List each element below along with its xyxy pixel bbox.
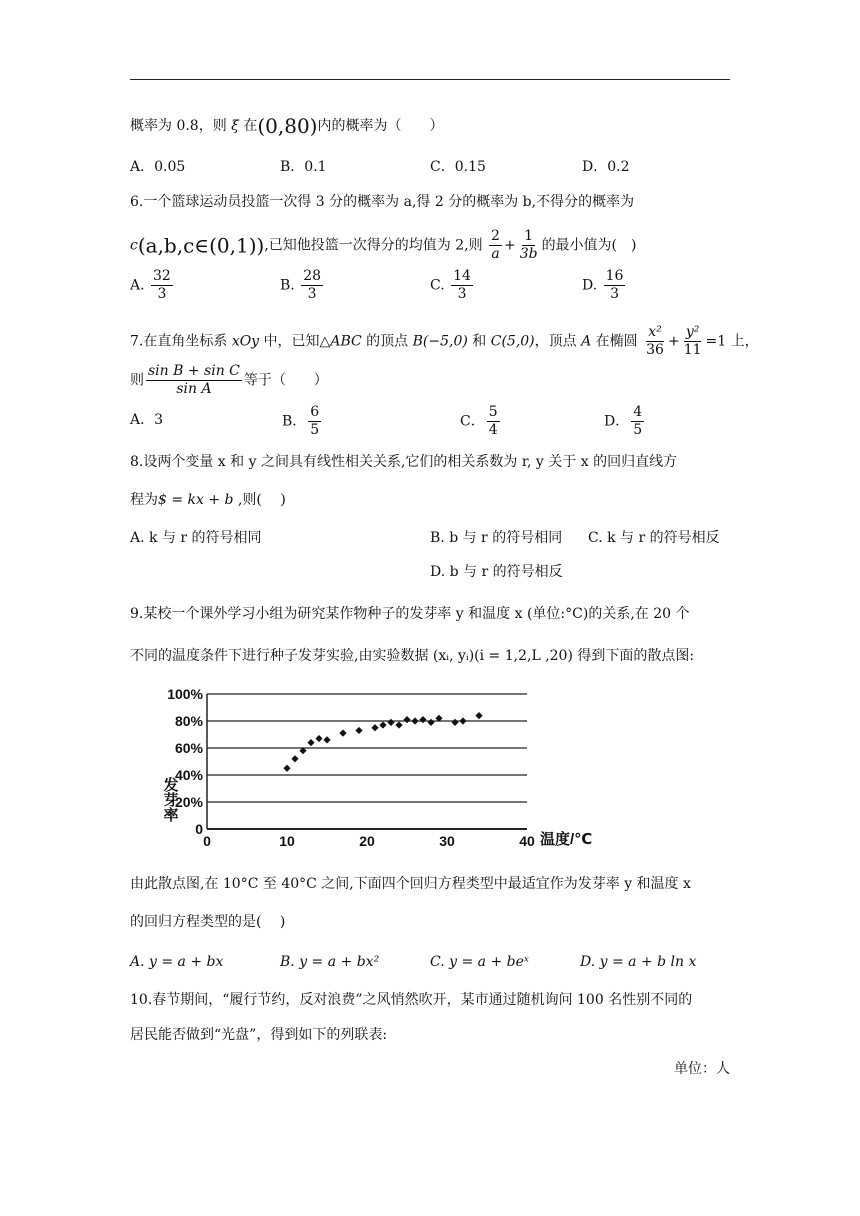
- q7-option-d: [604, 404, 646, 439]
- x-tick-label: 30: [439, 833, 455, 849]
- data-point: [323, 736, 330, 743]
- frac-den: 3b: [519, 246, 538, 262]
- frac-num: x²: [648, 324, 662, 340]
- frac-den: 5: [310, 422, 320, 438]
- q8-option-a: A. k 与 r 的符号相同: [130, 530, 262, 546]
- q7-text: 7.在直角坐标系: [130, 333, 232, 350]
- y-tick-label: 0: [195, 821, 203, 837]
- data-point: [339, 730, 346, 737]
- q8-text: ,则( ): [233, 492, 286, 508]
- q8-option-d: D. b 与 r 的符号相反: [430, 564, 563, 580]
- q6-frac-2-over-a: [489, 228, 502, 263]
- y-tick-label: 100%: [167, 686, 203, 702]
- option-frac: [308, 404, 321, 439]
- q7-text: 的顶点: [361, 333, 413, 350]
- data-point: [283, 765, 290, 772]
- q9-option-c: C. y = a + beˣ: [430, 954, 529, 970]
- data-point: [387, 719, 394, 726]
- q7-point-b: B(−5,0): [412, 333, 468, 350]
- frac-den: 3: [610, 286, 620, 302]
- q5-option-c: C．0.15: [430, 159, 486, 175]
- q10-stem-line2: 居民能否做到“光盘”，得到如下的列联表:: [130, 1027, 388, 1043]
- x-tick-labels: [203, 833, 535, 849]
- option-frac: [631, 404, 644, 439]
- header-rule: [130, 79, 730, 80]
- q6-text: ,已知他投篮一次得分的均值为 2,则: [264, 237, 483, 254]
- q7-text: 和: [467, 333, 491, 350]
- q6-frac-1-over-3b: [518, 228, 540, 263]
- q5-stem: [130, 116, 443, 136]
- option-frac: [451, 268, 473, 303]
- q9-stem-line3: 由此散点图,在 10°C 至 40°C 之间,下面四个回归方程类型中最适宜作为发芽率 y 和温度 x: [130, 876, 691, 892]
- q6-stem-line1: 6.一个篮球运动员投篮一次得 3 分的概率为 a,得 2 分的概率为 b,不得分的概率为: [130, 194, 635, 210]
- data-point: [459, 717, 466, 724]
- table-unit-label: 单位：人: [674, 1061, 730, 1077]
- plus-sign: +: [503, 237, 516, 254]
- q5-option-a: A．0.05: [130, 159, 186, 175]
- frac-num: sin B + sin C: [148, 363, 240, 379]
- q7-text: 等于（ ）: [243, 372, 328, 389]
- option-frac: [487, 404, 500, 439]
- q7-option-c: [460, 404, 502, 439]
- x-axis-label: 温度/℃: [540, 831, 593, 848]
- option-label: B.: [280, 277, 295, 294]
- frac-num: 5: [488, 404, 498, 420]
- xi-symbol: ξ: [231, 118, 239, 134]
- q7-stem-line2: [130, 363, 328, 398]
- q7-point-a: A: [581, 333, 592, 350]
- frac-den: 5: [633, 422, 643, 438]
- q7-stem-line1: [130, 324, 759, 359]
- q10-stem-line1: 10.春节期间，“履行节约，反对浪费”之风悄然吹开，某市通过随机询问 100 名性别不同的: [130, 992, 693, 1008]
- q5-text: 在: [238, 118, 258, 134]
- q7-text: 在椭圆: [591, 333, 638, 350]
- q7-text: =1 上，: [705, 333, 759, 350]
- q5-text: 概率为 0.8，则: [130, 118, 232, 134]
- option-label: C.: [430, 277, 445, 294]
- data-point: [419, 716, 426, 723]
- frac-num: 16: [605, 268, 624, 284]
- data-point: [475, 712, 482, 719]
- q8-equation: $ = kx + b: [158, 492, 234, 508]
- frac-num: 28: [303, 268, 322, 284]
- scatter-plot: [150, 682, 610, 852]
- q8-stem-line1: 8.设两个变量 x 和 y 之间具有线性相关关系,它们的相关系数为 r, y 关于 x 的回归直线方: [130, 454, 678, 470]
- frac-den: 3: [307, 286, 317, 302]
- option-frac: [604, 268, 626, 303]
- data-point: [307, 739, 314, 746]
- frac-num: y²: [685, 324, 700, 340]
- data-point: [411, 717, 418, 724]
- option-frac: [301, 268, 323, 303]
- plus-sign: +: [667, 333, 680, 350]
- q6-stem-line2: [130, 228, 637, 263]
- option-label: B．: [282, 413, 307, 430]
- q6-option-c: [430, 268, 475, 303]
- q5-text: 内的概率为（ ）: [317, 118, 444, 134]
- frac-den: 3: [457, 286, 467, 302]
- data-point: [371, 724, 378, 731]
- q7-point-c: C(5,0): [490, 333, 535, 350]
- y-tick-label: 60%: [174, 740, 203, 756]
- x-tick-label: 0: [203, 833, 211, 849]
- data-point: [315, 735, 322, 742]
- data-point: [291, 755, 298, 762]
- data-point: [403, 716, 410, 723]
- option-label: D.: [582, 277, 598, 294]
- data-point: [427, 719, 434, 726]
- q6-option-b: [280, 268, 325, 303]
- q5-option-b: B．0.1: [280, 159, 327, 175]
- frac-den: sin A: [176, 381, 212, 397]
- q5-interval: (0,80): [257, 114, 318, 138]
- q9-option-b: B. y = a + bx²: [280, 954, 380, 970]
- q9-stem-line4: 的回归方程类型的是( ): [130, 914, 286, 930]
- option-label: A.: [130, 277, 145, 294]
- q8-text: 程为: [130, 492, 158, 508]
- q7-text: 中，已知△: [259, 333, 331, 350]
- option-frac: [151, 268, 173, 303]
- q7-text: 则: [130, 372, 144, 389]
- frac-num: 6: [310, 404, 320, 420]
- q7-abc: ABC: [330, 333, 362, 350]
- q7-text: ，顶点: [534, 333, 582, 350]
- data-point: [451, 719, 458, 726]
- q7-option-b: [282, 404, 323, 439]
- data-point: [355, 727, 362, 734]
- q6-text: 的最小值为( ): [541, 237, 637, 254]
- q8-option-c: C. k 与 r 的符号相反: [588, 530, 720, 546]
- q7-ellipse-frac-y: [682, 324, 704, 359]
- frac-den: 11: [683, 342, 702, 358]
- q7-ratio-frac: [146, 363, 242, 398]
- option-label: C．: [460, 413, 485, 430]
- q9-stem-line2: 不同的温度条件下进行种子发芽实验,由实验数据 (xᵢ, yᵢ)(i = 1,2,L ,20) 得到下面的散点图:: [130, 648, 695, 664]
- q7-ellipse-frac-x: [644, 324, 666, 359]
- q6-option-d: [582, 268, 627, 303]
- q8-stem-line2: [130, 490, 286, 510]
- q7-option-a: A．3: [130, 412, 164, 428]
- q6-condition: (a,b,c∈(0,1)): [137, 233, 265, 258]
- frac-num: 1: [524, 228, 534, 244]
- data-point: [395, 721, 402, 728]
- q7-xoy: xOy: [231, 333, 260, 350]
- x-tick-label: 40: [519, 833, 535, 849]
- data-point: [379, 721, 386, 728]
- y-tick-label: 20%: [174, 794, 203, 810]
- q6-option-a: [130, 268, 175, 303]
- q9-option-d: D. y = a + b ln x: [580, 954, 697, 970]
- frac-den: 36: [646, 342, 664, 358]
- frac-num: 2: [491, 228, 500, 244]
- frac-num: 32: [153, 268, 171, 284]
- frac-den: a: [491, 246, 500, 262]
- frac-num: 4: [633, 404, 643, 420]
- frac-num: 14: [453, 268, 471, 284]
- option-label: D．: [604, 413, 630, 430]
- q8-option-b: B. b 与 r 的符号相同: [430, 530, 563, 546]
- frac-den: 4: [488, 422, 498, 438]
- x-tick-label: 10: [279, 833, 295, 849]
- x-tick-label: 20: [359, 833, 375, 849]
- q5-option-d: D．0.2: [582, 159, 630, 175]
- y-tick-label: 40%: [174, 767, 203, 783]
- y-axis-label: 发芽率: [161, 777, 179, 822]
- y-tick-label: 80%: [174, 713, 203, 729]
- q6-c: c: [130, 237, 138, 254]
- q9-stem-line1: 9.某校一个课外学习小组为研究某作物种子的发芽率 y 和温度 x (单位:°C)的关系,在 20 个: [130, 606, 690, 622]
- frac-den: 3: [157, 286, 167, 302]
- q9-option-a: A. y = a + bx: [130, 954, 224, 970]
